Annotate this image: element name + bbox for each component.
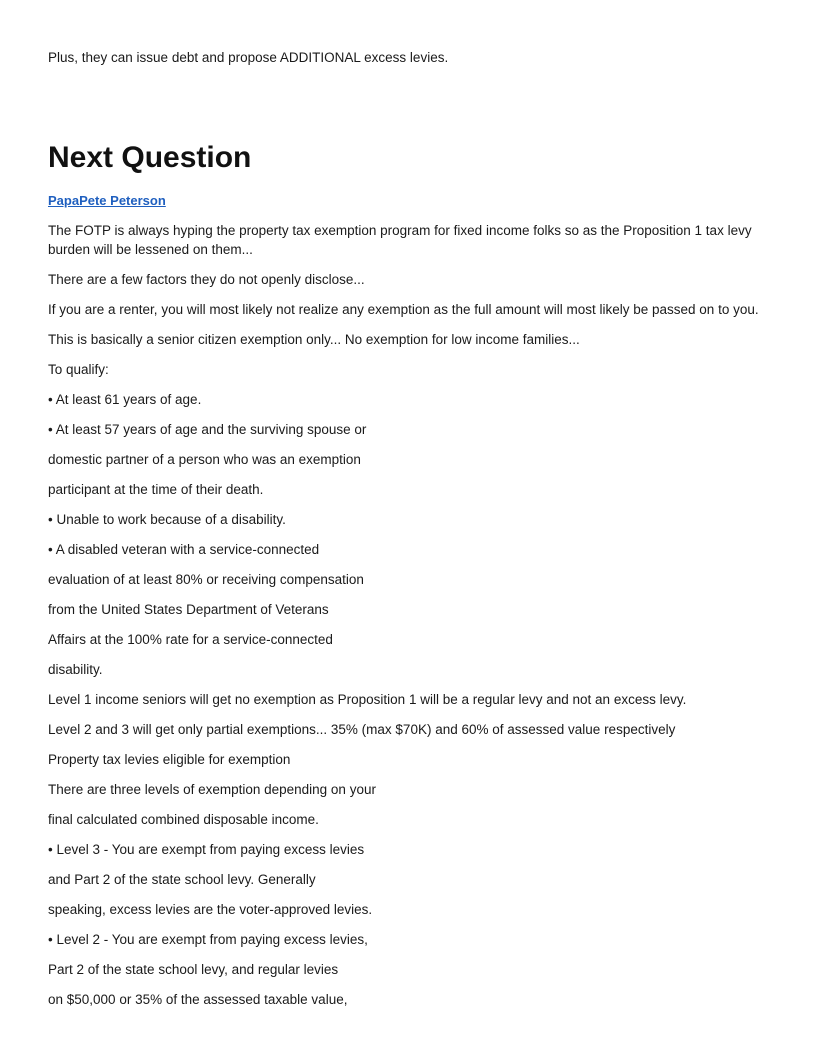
list-item: • A disabled veteran with a service-connected [48, 542, 320, 557]
paragraph: disability. [48, 662, 103, 677]
post-body [48, 221, 776, 1020]
paragraph: domestic partner of a person who was an exemption [48, 452, 361, 467]
list-item: • Level 3 - You are exempt from paying excess levies [48, 842, 365, 857]
paragraph: Level 2 and 3 will get only partial exemptions... 35% (max $70K) and 60% of assessed value respectively [48, 722, 676, 737]
list-item: • Unable to work because of a disability. [48, 512, 286, 527]
paragraph: speaking, excess levies are the voter-approved levies. [48, 902, 373, 917]
paragraph: The FOTP is always hyping the property tax exemption program for fixed income folks so as the Proposition 1 tax levy burden will be lessened on them... [48, 223, 752, 257]
section-heading: Next Question [48, 141, 252, 174]
author-link[interactable]: PapaPete Peterson [48, 193, 166, 208]
paragraph: Part 2 of the state school levy, and regular levies [48, 962, 339, 977]
paragraph: Level 1 income seniors will get no exemption as Proposition 1 will be a regular levy and not an excess levy. [48, 692, 687, 707]
paragraph: evaluation of at least 80% or receiving compensation [48, 572, 364, 587]
paragraph: There are a few factors they do not openly disclose... [48, 272, 365, 287]
list-item: • At least 57 years of age and the surviving spouse or [48, 422, 367, 437]
intro-line: Plus, they can issue debt and propose ADDITIONAL excess levies. [48, 50, 449, 65]
paragraph: and Part 2 of the state school levy. Generally [48, 872, 316, 887]
paragraph: on $50,000 or 35% of the assessed taxable value, [48, 992, 348, 1007]
list-item: • At least 61 years of age. [48, 392, 202, 407]
paragraph: This is basically a senior citizen exemption only... No exemption for low income families... [48, 332, 580, 347]
paragraph: from the United States Department of Veterans [48, 602, 329, 617]
paragraph: final calculated combined disposable income. [48, 812, 319, 827]
paragraph: If you are a renter, you will most likely not realize any exemption as the full amount will most likely be passed on to you. [48, 302, 759, 317]
paragraph: participant at the time of their death. [48, 482, 264, 497]
paragraph: There are three levels of exemption depending on your [48, 782, 376, 797]
list-item: • Level 2 - You are exempt from paying excess levies, [48, 932, 368, 947]
paragraph: To qualify: [48, 362, 109, 377]
paragraph: Affairs at the 100% rate for a service-connected [48, 632, 333, 647]
paragraph: Property tax levies eligible for exemption [48, 752, 291, 767]
